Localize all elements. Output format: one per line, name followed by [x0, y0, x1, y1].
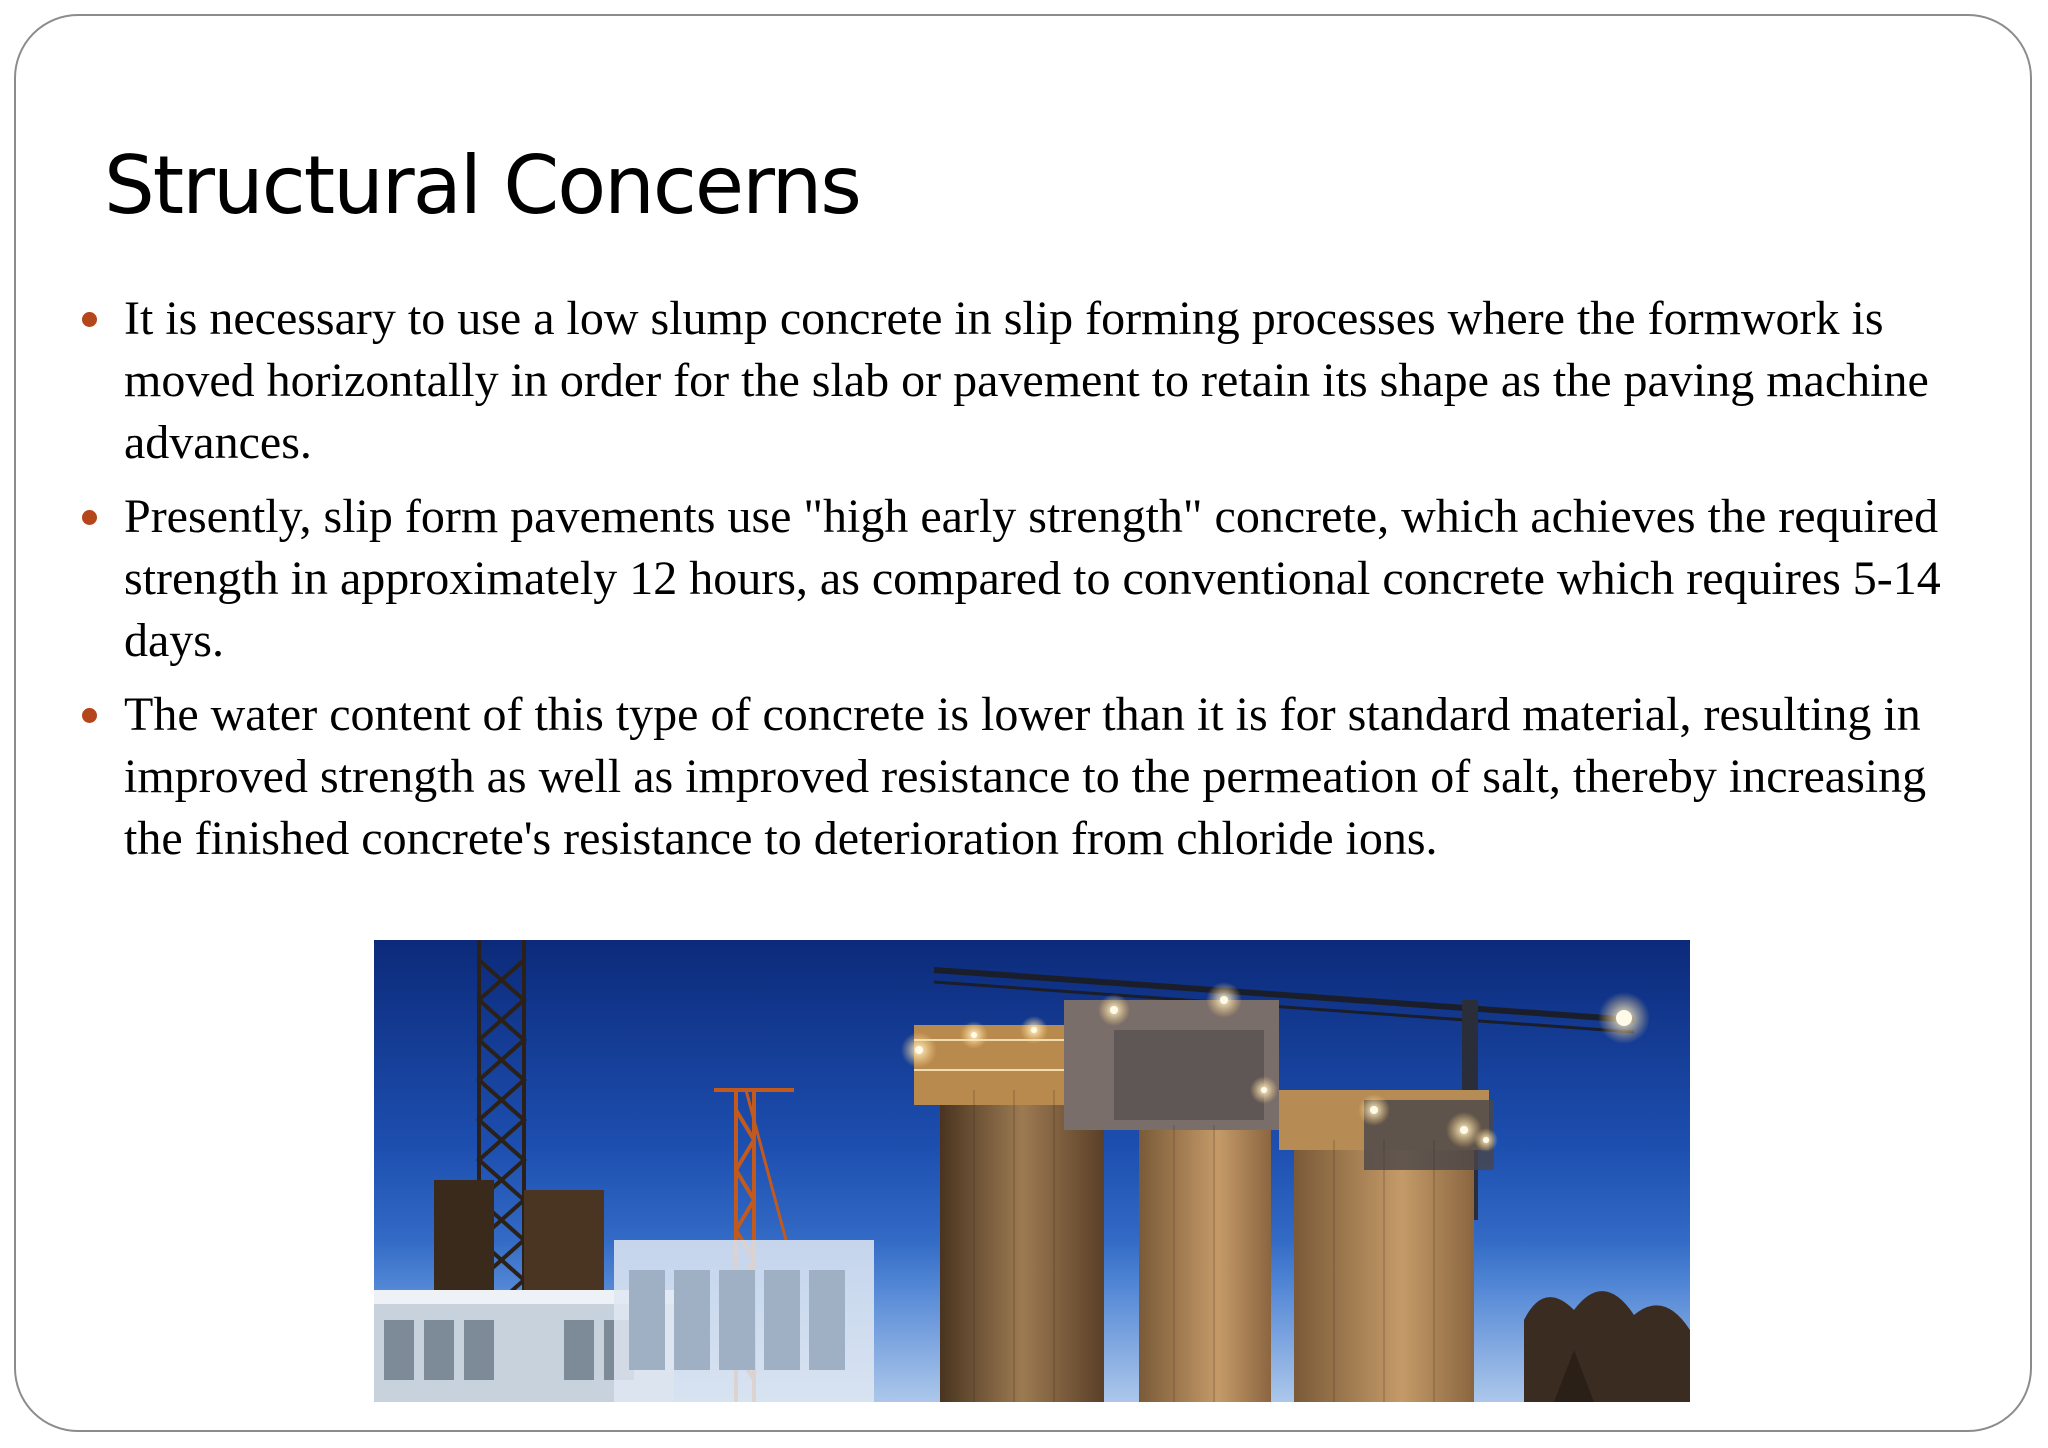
- bullet-icon: [82, 510, 97, 525]
- slide-title: Structural Concerns: [104, 139, 860, 232]
- bullet-item: [76, 486, 1966, 672]
- construction-photo: [374, 940, 1690, 1402]
- bullet-text: The water content of this type of concrete is lower than it is for standard material, resulting in improved strength as well as improved resistance to the permeation of salt, thereby increasing the finished concrete's resistance to deterioration from chloride ions.: [124, 688, 1927, 865]
- bullet-list: [76, 288, 1966, 882]
- bullet-item: [76, 288, 1966, 474]
- bullet-icon: [82, 312, 97, 327]
- bullet-icon: [82, 708, 97, 723]
- slide: [14, 14, 2032, 1432]
- bullet-item: [76, 684, 1966, 870]
- bullet-text: It is necessary to use a low slump concrete in slip forming processes where the formwork is moved horizontally in order for the slab or pavement to retain its shape as the paving machine advances.: [124, 292, 1929, 469]
- bullet-text: Presently, slip form pavements use "high early strength" concrete, which achieves the required strength in approximately 12 hours, as compared to conventional concrete which requires 5-14 days.: [124, 490, 1941, 667]
- slipform-towers-illustration: [374, 940, 1690, 1402]
